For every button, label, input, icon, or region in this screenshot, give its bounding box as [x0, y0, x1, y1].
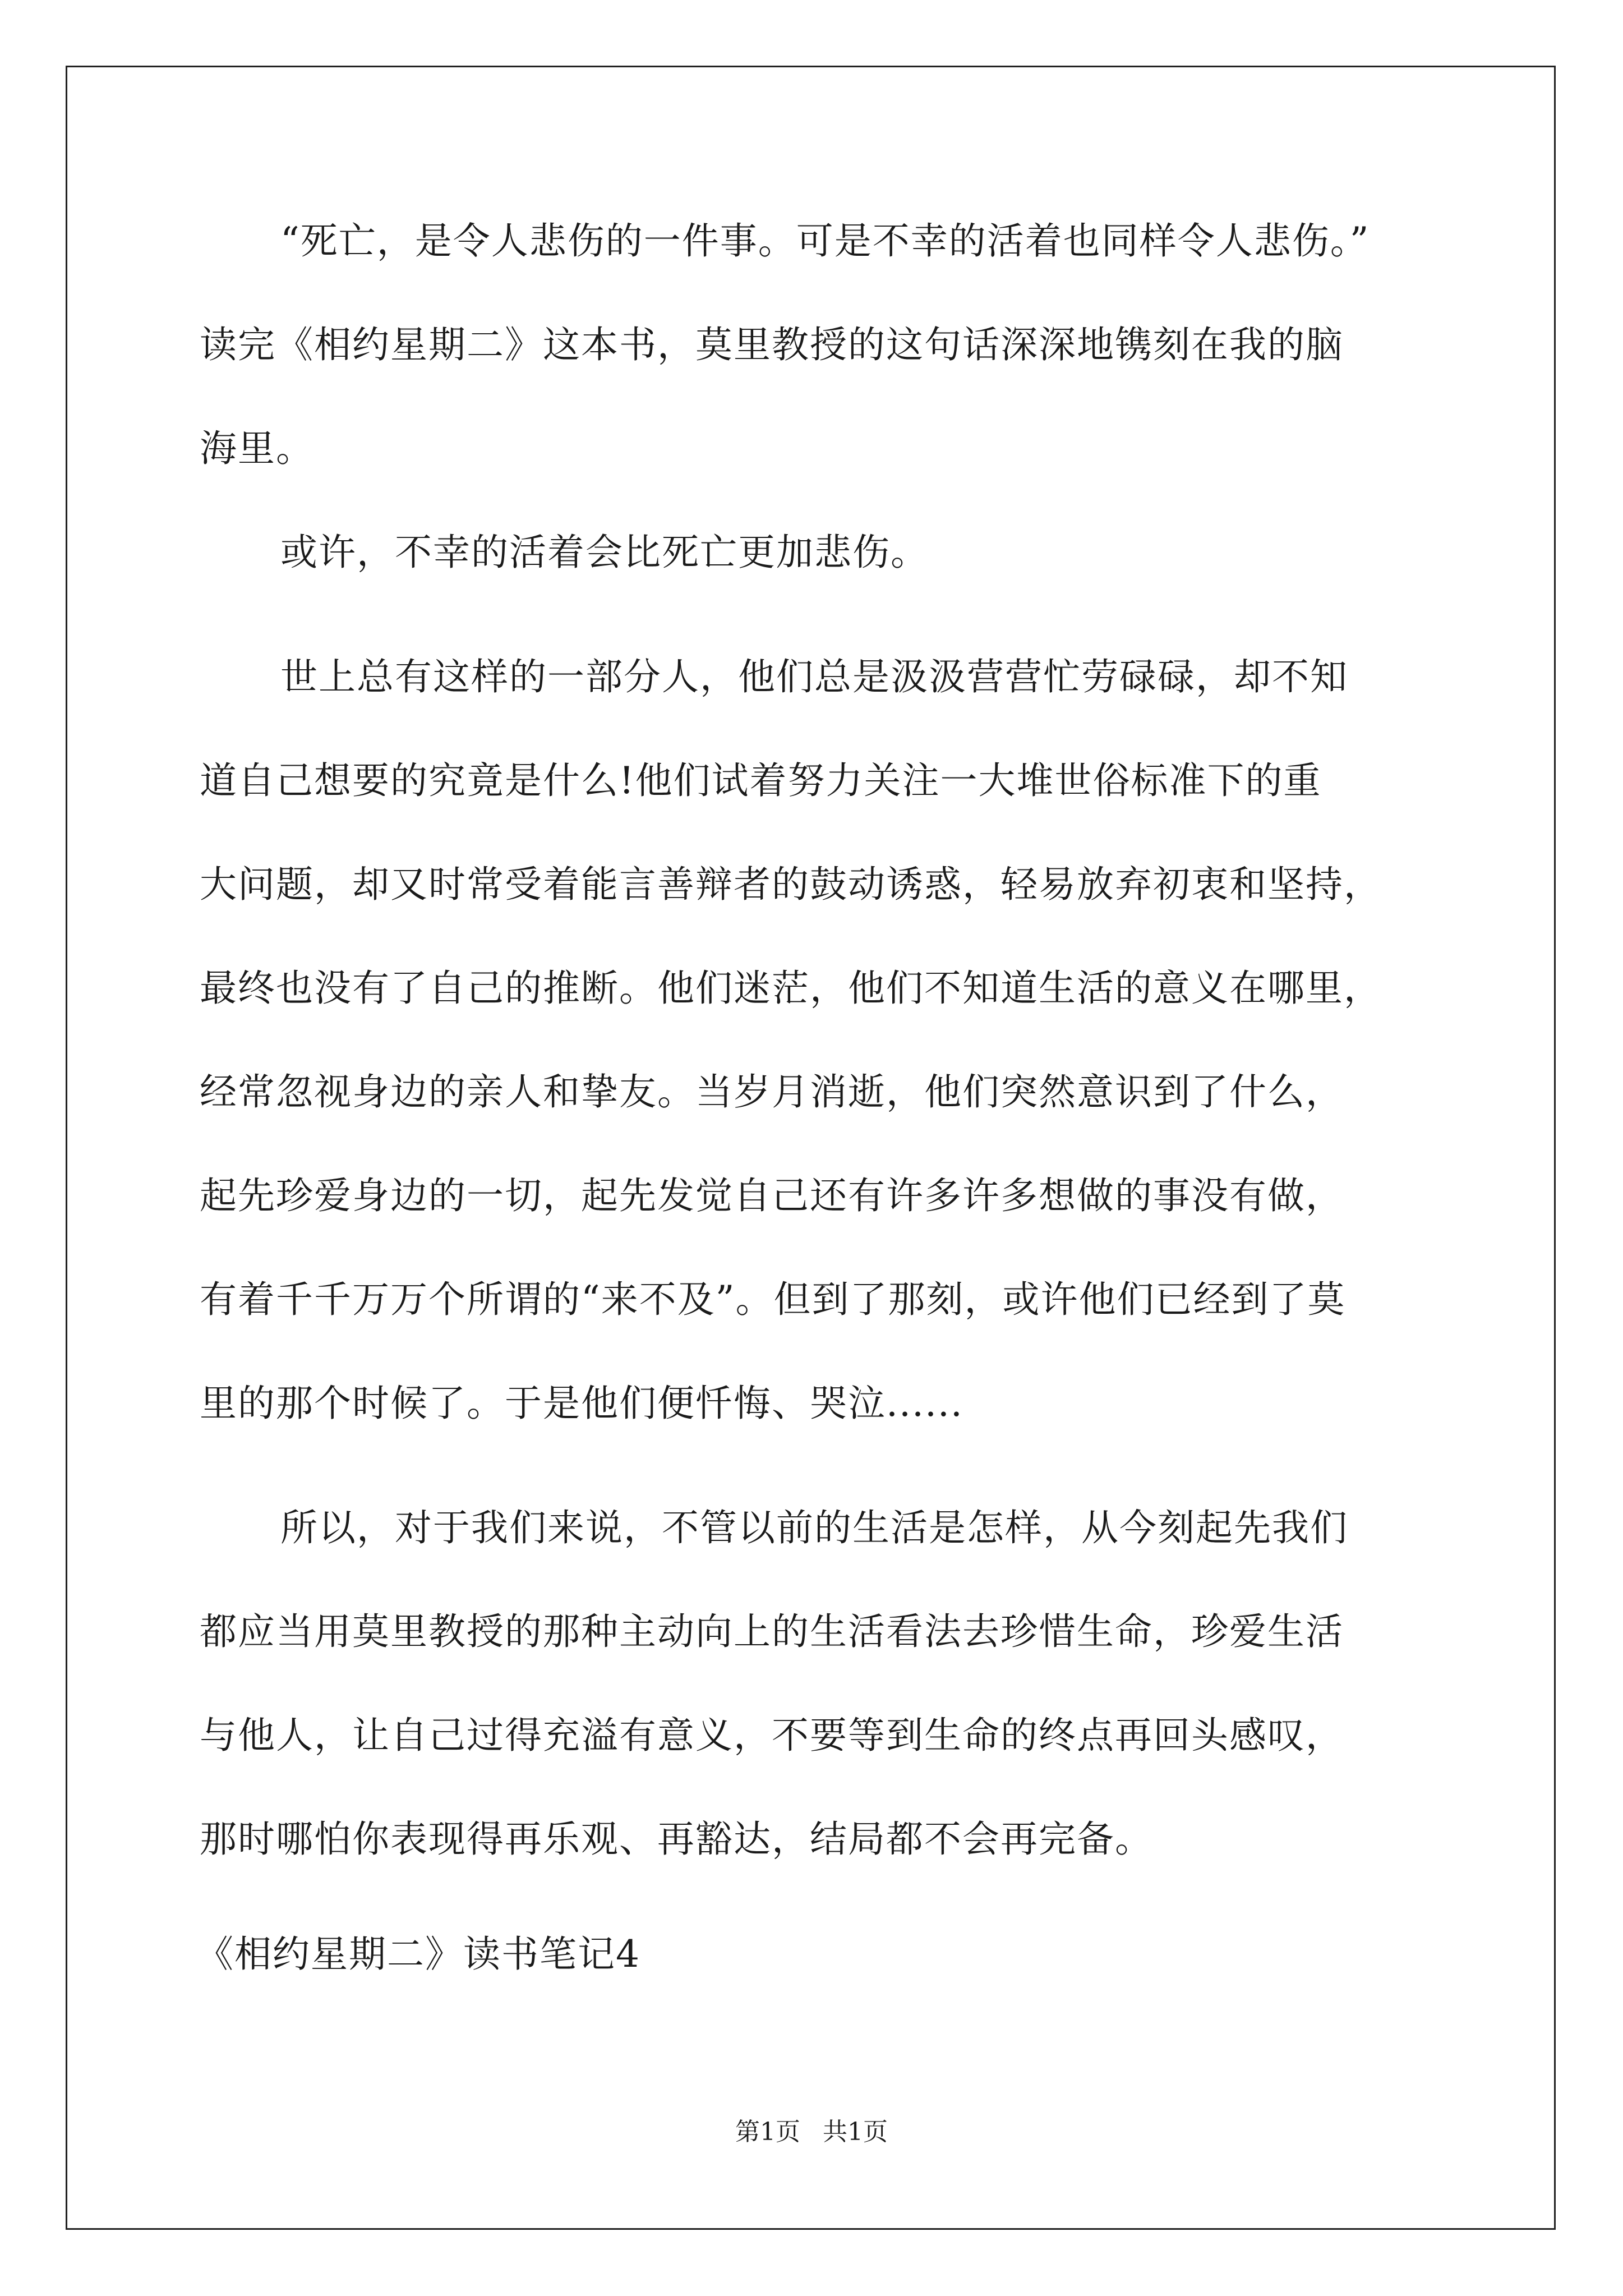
- text-line: “死亡，是令人悲伤的一件事。可是不幸的活着也同样令人悲伤。”: [280, 219, 1370, 263]
- text-line: 或许，不幸的活着会比死亡更加悲伤。: [280, 531, 929, 574]
- text-line: 里的那个时候了。于是他们便忏悔、哭泣......: [200, 1382, 963, 1425]
- text-line: 所以，对于我们来说，不管以前的生活是怎样，从今刻起先我们: [280, 1506, 1348, 1549]
- text-line: 大问题，却又时常受着能言善辩者的鼓动诱惑，轻易放弃初衷和坚持，: [200, 863, 1382, 906]
- text-line: 道自己想要的究竟是什么!他们试着努力关注一大堆世俗标准下的重: [200, 759, 1322, 802]
- text-line: 读完《相约星期二》这本书，莫里教授的这句话深深地镌刻在我的脑: [200, 323, 1344, 366]
- text-line: 世上总有这样的一部分人，他们总是汲汲营营忙劳碌碌，却不知: [280, 655, 1348, 698]
- text-line: 经常忽视身边的亲人和挚友。当岁月消逝，他们突然意识到了什么，: [200, 1070, 1344, 1114]
- text-line: 有着千千万万个所谓的“来不及”。但到了那刻，或许他们已经到了莫: [200, 1278, 1346, 1321]
- page-count: 共1页: [823, 2118, 888, 2146]
- page-number: 第1页: [735, 2118, 800, 2146]
- page-border: [66, 66, 1556, 2230]
- text-line: 最终也没有了自己的推断。他们迷茫，他们不知道生活的意义在哪里，: [200, 967, 1382, 1010]
- text-line: 海里。: [200, 427, 314, 470]
- text-line: 都应当用莫里教授的那种主动向上的生活看法去珍惜生命，珍爱生活: [200, 1610, 1344, 1653]
- section-title: 《相约星期二》读书笔记4: [196, 1932, 640, 1976]
- text-line: 与他人，让自己过得充溢有意义，不要等到生命的终点再回头感叹，: [200, 1714, 1344, 1757]
- page-footer: [0, 2116, 1623, 2148]
- text-line: 那时哪怕你表现得再乐观、再豁达，结局都不会再完备。: [200, 1818, 1153, 1861]
- text-line: 起先珍爱身边的一切，起先发觉自己还有许多许多想做的事没有做，: [200, 1174, 1344, 1217]
